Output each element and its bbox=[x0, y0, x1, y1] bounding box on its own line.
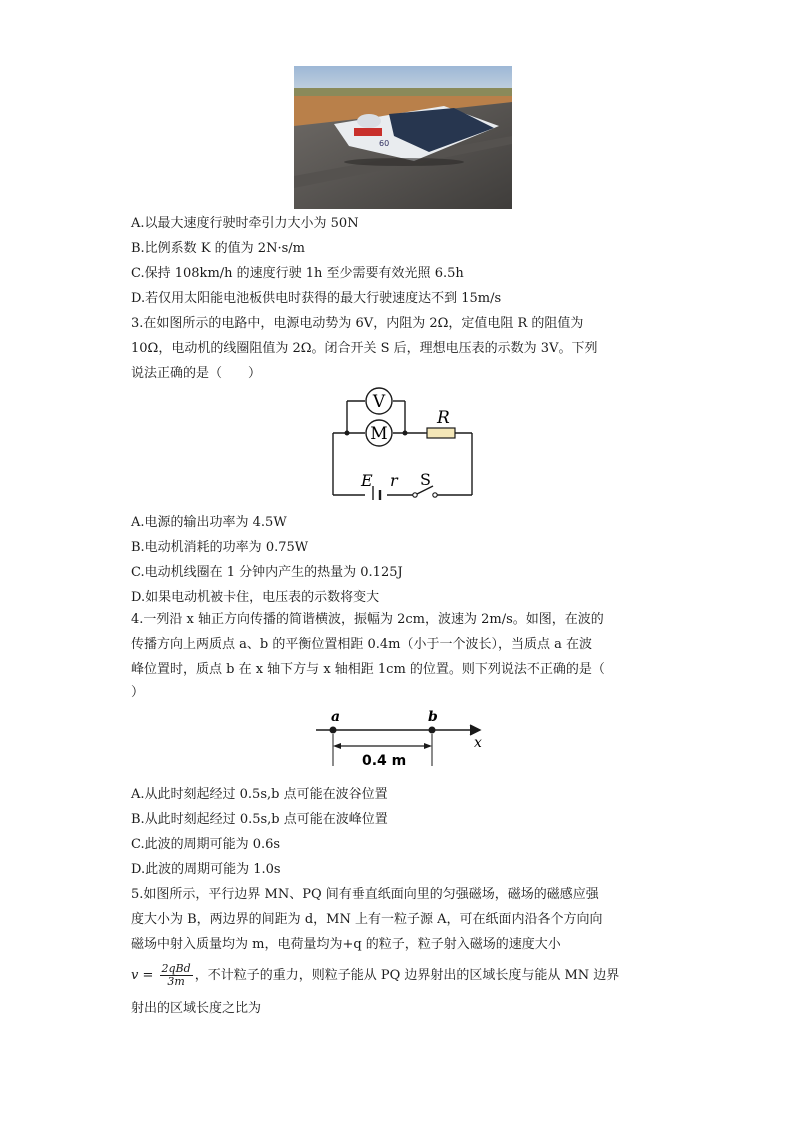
q2-option-a: A.以最大速度行驶时牵引力大小为 50N bbox=[131, 216, 359, 231]
q2-option-c: C.保持 108km/h 的速度行驶 1h 至少需要有效光照 6.5h bbox=[131, 266, 464, 281]
q5-stem-line3: 磁场中射入质量均为 m，电荷量均为+q 的粒子，粒子射入磁场的速度大小 bbox=[131, 937, 561, 952]
q4-stem-line2: 传播方向上两质点 a、b 的平衡位置相距 0.4m（小于一个波长），当质点 a 在波 bbox=[131, 637, 592, 652]
q3-option-a: A.电源的输出功率为 4.5W bbox=[131, 515, 287, 530]
q5-stem-line4 bbox=[131, 963, 619, 988]
q4-option-b: B.从此时刻起经过 0.5s,b 点可能在波峰位置 bbox=[131, 812, 388, 827]
svg-text:60: 60 bbox=[379, 139, 390, 148]
q4-stem-line4: ） bbox=[131, 685, 145, 700]
q5-stem-line4-text: ，不计粒子的重力，则粒子能从 PQ 边界射出的区域长度与能从 MN 边界 bbox=[194, 968, 620, 983]
q5-stem-line5: 射出的区域长度之比为 bbox=[131, 1001, 262, 1016]
switch-label: S bbox=[420, 470, 431, 489]
q5-stem-line2: 度大小为 B，两边界的间距为 d，MN 上有一粒子源 A，可在纸面内沿各个方向向 bbox=[131, 912, 603, 927]
fraction-numerator: 2qBd bbox=[161, 962, 191, 975]
fraction-denominator: 3m bbox=[167, 975, 185, 988]
x-axis-label: x bbox=[474, 735, 482, 751]
q3-option-c: C.电动机线圈在 1 分钟内产生的热量为 0.125J bbox=[131, 565, 403, 580]
solar-car-photo bbox=[294, 66, 512, 209]
q3-option-b: B.电动机消耗的功率为 0.75W bbox=[131, 540, 309, 555]
point-a-label: a bbox=[331, 709, 341, 725]
q3-stem-line3: 说法正确的是（ ） bbox=[131, 366, 262, 381]
internal-resistance-label: r bbox=[390, 471, 398, 490]
voltmeter-label: V bbox=[372, 392, 386, 412]
q3-stem-line1: 3.在如图所示的电路中，电源电动势为 6V，内阻为 2Ω，定值电阻 R 的阻值为 bbox=[131, 316, 584, 331]
point-a-dot bbox=[330, 727, 337, 734]
wave-axis-figure bbox=[314, 706, 489, 772]
q4-option-c: C.此波的周期可能为 0.6s bbox=[131, 837, 281, 852]
point-b-label: b bbox=[428, 709, 438, 725]
velocity-symbol: v = bbox=[131, 968, 154, 983]
emf-label: E bbox=[361, 471, 373, 490]
q4-stem-line3: 峰位置时，质点 b 在 x 轴下方与 x 轴相距 1cm 的位置。则下列说法不正确的是（ bbox=[131, 662, 605, 677]
distance-label: 0.4 m bbox=[362, 753, 407, 769]
point-b-dot bbox=[429, 727, 436, 734]
q3-stem-line2: 10Ω，电动机的线圈阻值为 2Ω。闭合开关 S 后，理想电压表的示数为 3V。下列 bbox=[131, 341, 598, 356]
q4-stem-line1: 4.一列沿 x 轴正方向传播的简谐横波，振幅为 2cm，波速为 2m/s。如图，在波的 bbox=[131, 612, 604, 627]
q3-option-d: D.如果电动机被卡住，电压表的示数将变大 bbox=[131, 590, 380, 605]
q4-option-a: A.从此时刻起经过 0.5s,b 点可能在波谷位置 bbox=[131, 787, 388, 802]
q5-stem-line1: 5.如图所示，平行边界 MN、PQ 间有垂直纸面向里的匀强磁场，磁场的磁感应强 bbox=[131, 887, 599, 902]
velocity-fraction bbox=[160, 963, 193, 988]
motor-label: M bbox=[370, 424, 388, 444]
circuit-diagram bbox=[325, 385, 480, 500]
q2-option-d: D.若仅用太阳能电池板供电时获得的最大行驶速度达不到 15m/s bbox=[131, 291, 502, 306]
resistor-label: R bbox=[437, 408, 450, 428]
q4-option-d: D.此波的周期可能为 1.0s bbox=[131, 862, 281, 877]
q2-option-b: B.比例系数 K 的值为 2N·s/m bbox=[131, 241, 305, 256]
